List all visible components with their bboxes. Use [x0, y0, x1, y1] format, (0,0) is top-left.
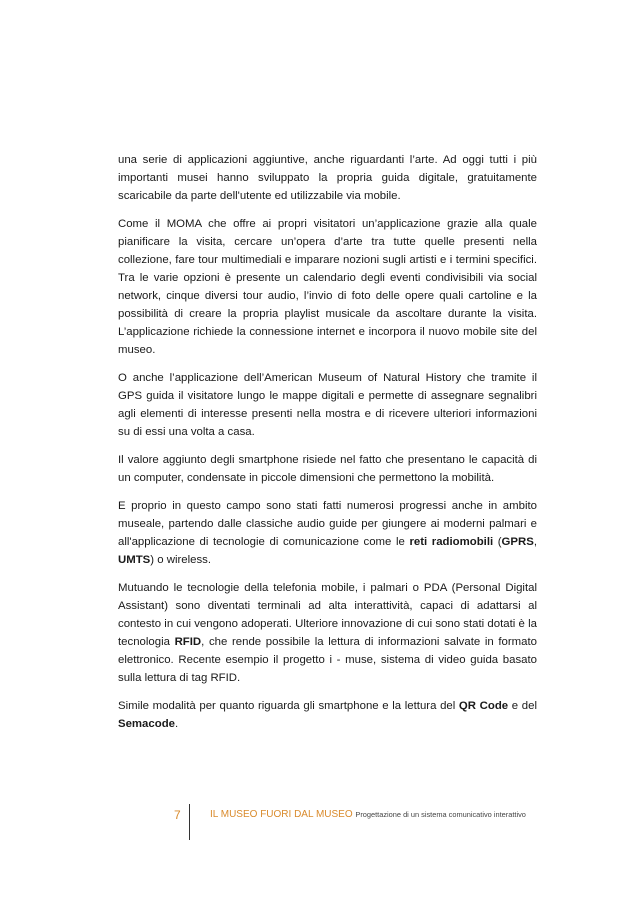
text-run: una serie di applicazioni aggiuntive, anche riguardanti l’arte. Ad oggi tutti i più importanti musei hanno sviluppato la propria guida digitale, gratuitamente scaricabile da parte dell'utente ed utilizzabile via mobile.: [118, 154, 537, 202]
paragraph: [118, 497, 537, 569]
bold-term: GPRS: [501, 536, 534, 548]
bold-term: reti radiomobili: [409, 536, 494, 548]
bold-term: UMTS: [118, 554, 151, 566]
text-run: E proprio in questo campo sono stati fatti numerosi progressi anche in ambito museale, partendo dalle classiche audio guide per giungere ai moderni palmari e all'applicazione di tecnologie di comunicazione come le: [118, 500, 537, 548]
paragraph: [118, 369, 537, 441]
text-run: Come il MOMA che offre ai propri visitatori un’applicazione grazie alla quale pianificare la visita, cercare un’opera d’arte tra tutte quelle presenti nella collezione, fare tour multimediali e imparare nozioni sugli artisti e i termini specifici. Tra le varie opzioni è presente un calendario degli eventi condivisibili via social network, cinque diversi tour audio, l’invio di foto delle opere quali cartoline e la possibilità di creare la propria playlist musicale da ascoltare durante la visita. L’applicazione richiede la connessione internet e incorpora il nuovo mobile site del museo.: [118, 218, 537, 356]
footer-title-text: IL MUSEO FUORI DAL MUSEO: [210, 809, 353, 820]
footer-title: [210, 809, 526, 820]
text-run: (: [493, 536, 502, 548]
text-run: Il valore aggiunto degli smartphone risiede nel fatto che presentano le capacità di un computer, condensate in piccole dimensioni che permettono la mobilità.: [118, 454, 537, 484]
footer-subtitle: Progettazione di un sistema comunicativo interattivo: [355, 810, 526, 819]
bold-term: QR Code: [458, 700, 509, 712]
paragraph: [118, 579, 537, 687]
page-number: 7: [174, 808, 181, 822]
paragraph: [118, 215, 537, 359]
text-run: .: [174, 718, 179, 730]
text-run: e del: [508, 700, 537, 712]
page-body: [118, 151, 537, 743]
text-run: Simile modalità per quanto riguarda gli smartphone e la lettura del: [118, 700, 459, 712]
paragraph: [118, 151, 537, 205]
paragraph: [118, 451, 537, 487]
page-footer: [0, 800, 638, 840]
text-run: O anche l’applicazione dell’American Museum of Natural History che tramite il GPS guida il visitatore lungo le mappe digitali e permette di assegnare segnalibri agli elementi di interesse presenti nella mostra e di ricevere ulteriori informazioni su di essi una volta a casa.: [118, 372, 537, 438]
footer-divider: [189, 804, 190, 840]
bold-term: RFID: [174, 636, 202, 648]
text-run: , che rende possibile la lettura di informazioni salvate in formato elettronico. Recente esempio il progetto i - muse, sistema di video guida basato sulla lettura di tag RFID.: [118, 636, 537, 684]
bold-term: Semacode: [118, 718, 175, 730]
text-run: ) o wireless.: [150, 554, 212, 566]
text-run: Mutuando le tecnologie della telefonia mobile, i palmari o PDA (Personal Digital Assistant) sono diventati terminali ad alta interattività, capaci di adattarsi al contesto in cui vengono adoperati. Ulteriore innovazione di cui sono stati dotati è la tecnologia: [118, 582, 537, 648]
text-run: ,: [533, 536, 537, 548]
paragraph: [118, 697, 537, 733]
